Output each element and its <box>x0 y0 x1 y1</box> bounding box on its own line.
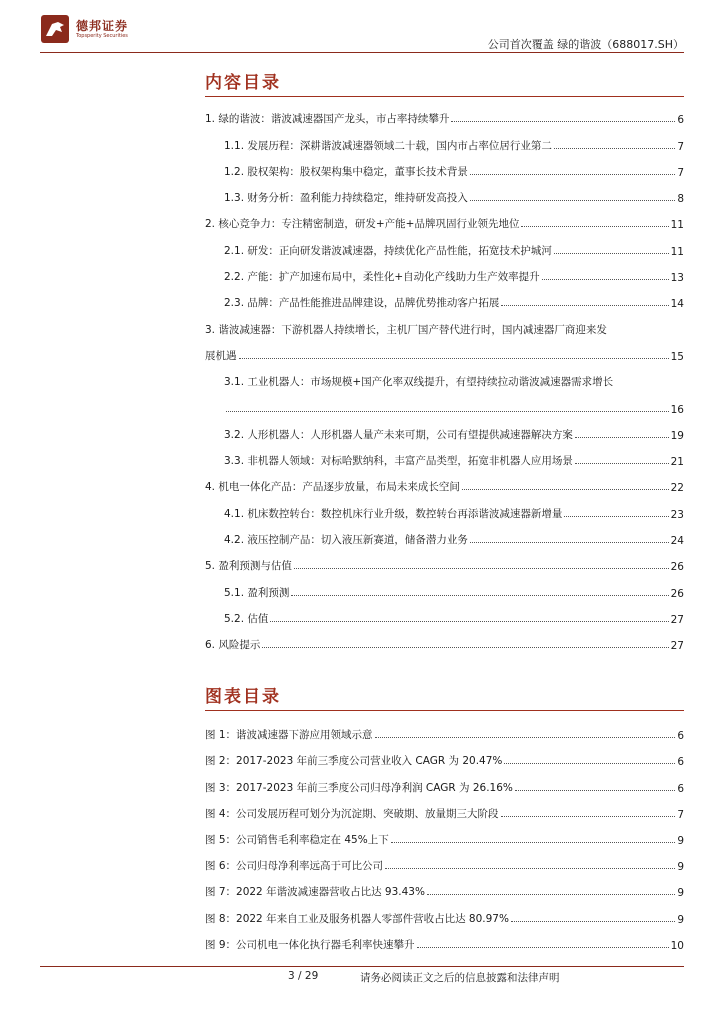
toc-entry[interactable]: 3. 谐波减速器：下游机器人持续增长，主机厂国产替代进行时，国内减速器厂商迎来发 <box>205 323 607 336</box>
toc-entry[interactable]: 5.2. 估值 27 <box>224 612 684 626</box>
figure-entry[interactable]: 图 3：2017-2023 年前三季度公司归母净利润 CAGR 为 26.16% 6 <box>205 781 684 795</box>
toc-entry[interactable]: 3.2. 人形机器人：人形机器人量产未来可期，公司有望提供减速器解决方案 19 <box>224 428 684 442</box>
toc-title: 内容目录 <box>205 73 281 93</box>
figures-title: 图表目录 <box>205 687 281 707</box>
toc-entry[interactable]: 5.1. 盈利预测 26 <box>224 586 684 600</box>
figure-entry[interactable]: 图 7：2022 年谐波减速器营收占比达 93.43% 9 <box>205 886 684 900</box>
toc-entry[interactable]: 1.3. 财务分析：盈利能力持续稳定，维持研发高投入 8 <box>224 192 684 206</box>
toc-entry[interactable]: 6. 风险提示 27 <box>205 639 684 653</box>
toc-entry[interactable]: 5. 盈利预测与估值 26 <box>205 560 684 574</box>
figure-entry[interactable]: 图 8：2022 年来自工业及服务机器人零部件营收占比达 80.97% 9 <box>205 912 684 926</box>
figure-entry[interactable]: 图 2：2017-2023 年前三季度公司营业收入 CAGR 为 20.47% 6 <box>205 755 684 769</box>
logo-english: Topsperity Securities <box>76 32 128 39</box>
figure-entry[interactable]: 图 1：谐波减速器下游应用领域示意 6 <box>205 729 684 743</box>
figure-list <box>205 716 684 952</box>
company-logo <box>40 14 128 44</box>
figure-entry[interactable]: 图 5：公司销售毛利率稳定在 45%上下 9 <box>205 833 684 847</box>
toc-entry[interactable]: 4.2. 液压控制产品：切入液压新赛道，储备潜力业务 24 <box>224 534 684 548</box>
toc-entry-continued[interactable]: 16 <box>205 389 684 415</box>
figure-entry[interactable]: 图 9：公司机电一体化执行器毛利率快速攀升 10 <box>205 938 684 952</box>
toc-entry[interactable]: 2.3. 品牌：产品性能推进品牌建设，品牌优势推动客户拓展 14 <box>224 297 684 311</box>
footer-divider <box>40 966 684 967</box>
logo-name: 德邦证券 <box>76 18 129 33</box>
toc-entry[interactable]: 3.1. 工业机器人：市场规模+国产化率双线提升，有望持续拉动谐波减速器需求增长 <box>224 376 614 389</box>
toc-entry[interactable]: 1.1. 发展历程：深耕谐波减速器领域二十载，国内市占率位居行业第二 7 <box>224 139 684 153</box>
figure-entry[interactable]: 图 4：公司发展历程可划分为沉淀期、突破期、放量期三大阶段 7 <box>205 807 684 821</box>
toc-title-divider <box>205 96 684 97</box>
toc-entry[interactable]: 1.2. 股权架构：股权架构集中稳定，董事长技术背景 7 <box>224 165 684 179</box>
header-divider <box>40 52 684 53</box>
toc-entry[interactable]: 2.2. 产能：扩产加速布局中，柔性化+自动化产线助力生产效率提升 13 <box>224 271 684 285</box>
report-title: 公司首次覆盖 绿的谐波（688017.SH） <box>487 38 684 51</box>
toc-entry-continued[interactable]: 展机遇 15 <box>205 349 684 363</box>
page-number: 3 / 29 <box>288 970 319 982</box>
figure-entry[interactable]: 图 6：公司归母净利率远高于可比公司 9 <box>205 860 684 874</box>
figures-title-divider <box>205 710 684 711</box>
toc-entry[interactable]: 4. 机电一体化产品：产品逐步放量，布局未来成长空间 22 <box>205 481 684 495</box>
toc-entry[interactable]: 2. 核心竞争力：专注精密制造，研发+产能+品牌巩固行业领先地位 11 <box>205 218 684 232</box>
table-of-contents <box>205 100 684 652</box>
horse-logo-icon <box>40 14 70 44</box>
toc-entry[interactable]: 1. 绿的谐波：谐波减速器国产龙头，市占率持续攀升 6 <box>205 113 684 127</box>
disclaimer-note: 请务必阅读正文之后的信息披露和法律声明 <box>360 972 560 984</box>
toc-entry[interactable]: 3.3. 非机器人领域：对标哈默纳科，丰富产品类型，拓宽非机器人应用场景 21 <box>224 455 684 469</box>
toc-entry[interactable]: 4.1. 机床数控转台：数控机床行业升级，数控转台再添谐波减速器新增量 23 <box>224 507 684 521</box>
toc-entry[interactable]: 2.1. 研发：正向研发谐波减速器，持续优化产品性能，拓宽技术护城河 11 <box>224 244 684 258</box>
